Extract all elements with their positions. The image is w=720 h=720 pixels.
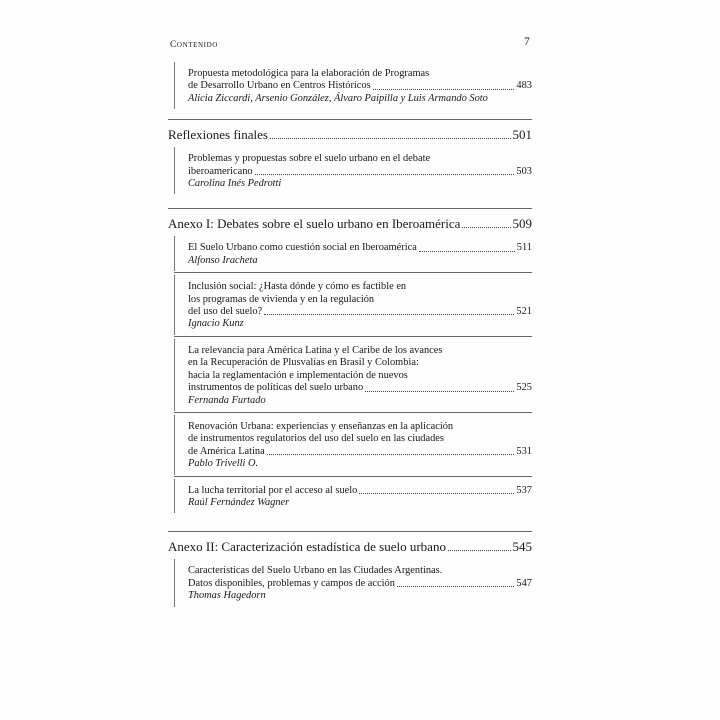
entry-title-line: del uso del suelo? [188,306,263,318]
entry-title-line: de instrumentos regulatorios del uso del suelo en las ciudades [188,433,444,445]
entry-page-number: 547 [516,577,532,589]
entry-author: Raúl Fernández Wagner [188,496,290,508]
toc-entry [168,68,532,105]
dot-leader [419,250,515,252]
section-title: Anexo I: Debates sobre el suelo urbano en Iberoamérica [168,216,461,232]
page-number: 7 [524,36,530,48]
entry-author: Thomas Hagedorn [188,590,266,602]
entry-author: Ignacio Kunz [188,318,244,330]
entry-leader-line [188,242,532,254]
entry-page-number: 525 [516,382,532,394]
toc-section [168,531,532,557]
entry-page-number: 511 [516,242,532,254]
dot-leader [365,390,514,392]
entry-title-line: iberoamericano [188,165,253,177]
section-title: Reflexiones finales [168,127,268,143]
running-head: Contenido [170,40,218,50]
toc-entry [168,485,532,510]
entry-title-line: de América Latina [188,445,265,457]
entry-title-line: La relevancia para América Latina y el Caribe de los avances [188,344,443,356]
entry-title-line: Renovación Urbana: experiencias y enseñanzas en la aplicación [188,420,454,432]
entry-page-number: 483 [516,80,532,92]
toc-entry [168,153,532,190]
entry-leader-line [188,306,532,318]
section-page-number: 501 [512,127,532,143]
entry-title-line: de Desarrollo Urbano en Centros Históricos [188,80,371,92]
entry-separator [174,336,532,337]
entry-title-line: Datos disponibles, problemas y campos de acción [188,577,395,589]
toc-entry [168,565,532,602]
entry-page-number: 531 [516,445,532,457]
entry-page-number: 521 [516,306,532,318]
entry-author: Alicia Ziccardi, Arsenio González, Álvaro Paipilla y Luis Armando Soto [188,92,488,104]
entry-title-line: La lucha territorial por el acceso al suelo [188,484,358,496]
entry-title-line: Problemas y propuestas sobre el suelo urbano en el debate [188,153,431,165]
entry-separator [174,476,532,477]
entry-author: Carolina Inés Pedrotti [188,178,282,190]
toc-section [168,119,532,145]
dot-leader [270,137,511,139]
entry-title-line: Inclusión social: ¿Hasta dónde y cómo es factible en [188,281,407,293]
dot-leader [359,492,514,494]
entry-title-line: los programas de vivienda y en la regulación [188,293,375,305]
entry-author: Pablo Trivelli O. [188,458,259,470]
entry-leader-line [188,80,532,92]
dot-leader [373,88,515,90]
toc-section [168,208,532,234]
dot-leader [267,453,515,455]
entry-author: Alfonso Iracheta [188,254,258,266]
section-page-number: 509 [512,216,532,232]
dot-leader [255,173,515,175]
dot-leader [448,549,511,551]
entry-separator [174,412,532,413]
entry-title-line: El Suelo Urbano como cuestión social en Iberoamérica [188,242,417,254]
dot-leader [462,226,510,228]
dot-leader [264,313,514,315]
entry-title-line: Propuesta metodológica para la elaboración de Programas [188,68,430,79]
section-title: Anexo II: Caracterización estadística de suelo urbano [168,539,446,555]
entry-leader-line [188,485,532,497]
entry-page-number: 537 [516,484,532,496]
entry-page-number: 503 [516,165,532,177]
toc-entry [168,345,532,407]
toc-entry [168,242,532,267]
entry-leader-line [188,578,532,590]
entry-leader-line [188,166,532,178]
section-page-number: 545 [512,539,532,555]
table-of-contents [168,68,532,603]
entry-separator [174,272,532,273]
toc-entry [168,281,532,331]
entry-leader-line [188,446,532,458]
entry-title-line: hacia la reglamentación e implementación de nuevos [188,369,408,381]
entry-title-line: en la Recuperación de Plusvalías en Brasil y Colombia: [188,357,419,369]
toc-entry [168,421,532,471]
dot-leader [397,585,515,587]
entry-title-line: Características del Suelo Urbano en las Ciudades Argentinas. [188,565,443,577]
entry-title-line: instrumentos de políticas del suelo urbano [188,382,364,394]
entry-leader-line [188,382,532,394]
entry-author: Fernanda Furtado [188,394,266,406]
